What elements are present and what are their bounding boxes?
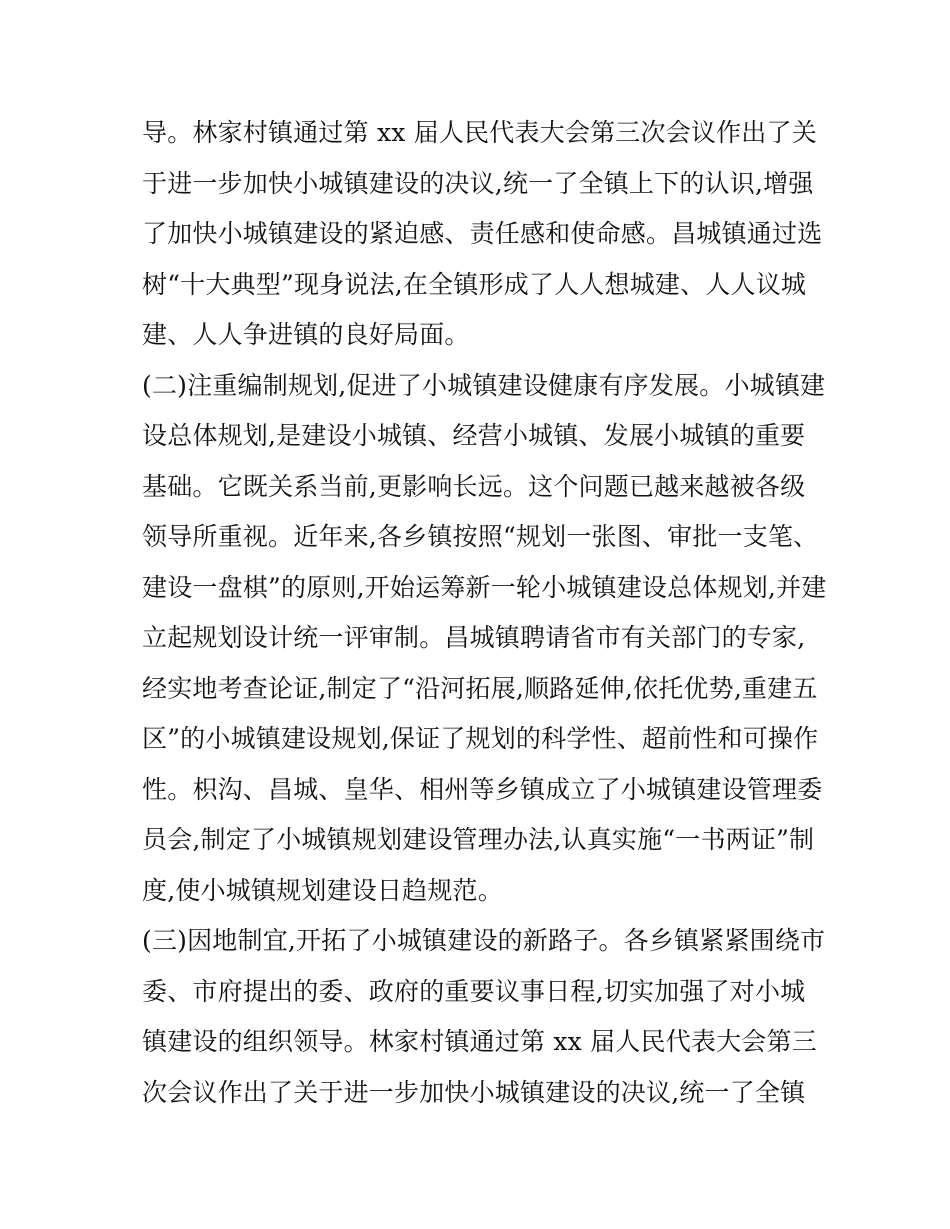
text-line: 于进一步加快小城镇建设的决议,统一了全镇上下的认识,增强 — [142, 168, 814, 198]
text-line: 度,使小城镇规划建设日趋规范。 — [142, 875, 503, 905]
text-line: 员会,制定了小城镇规划建设管理办法,认真实施“一书两证”制 — [142, 825, 815, 854]
section-heading-line: (二)注重编制规划,促进了小城镇建设健康有序发展。小城镇建 — [142, 370, 826, 400]
text-line: 建设一盘棋”的原则,开始运筹新一轮小城镇建设总体规划,并建 — [142, 572, 827, 602]
section-heading-line: (三)因地制宜,开拓了小城镇建设的新路子。各乡镇紧紧围绕市 — [142, 926, 826, 955]
text-line: 设总体规划,是建设小城镇、经营小城镇、发展小城镇的重要 — [142, 421, 806, 450]
text-line: 导。林家村镇通过第 xx 届人民代表大会第三次会议作出了关 — [142, 118, 817, 147]
text-line: 经实地考查论证,制定了“沿河拓展,顺路延伸,依托优势,重建五 — [142, 673, 818, 703]
text-line: 区”的小城镇建设规划,保证了规划的科学性、超前性和可操作 — [142, 724, 819, 753]
text-line: 建、人人争进镇的良好局面。 — [142, 320, 470, 349]
text-line: 性。枳沟、昌城、皇华、相州等乡镇成立了小城镇建设管理委 — [142, 774, 823, 804]
text-line: 次会议作出了关于进一步加快小城镇建设的决议,统一了全镇 — [142, 1077, 806, 1107]
text-line: 委、市府提出的委、政府的重要议事日程,切实加强了对小城 — [142, 976, 806, 1006]
text-line: 树“十大典型”现身说法,在全镇形成了人人想城建、人人议城 — [142, 269, 807, 299]
text-line: 领导所重视。近年来,各乡镇按照“规划一张图、审批一支笔、 — [142, 522, 819, 551]
text-line: 镇建设的组织领导。林家村镇通过第 xx 届人民代表大会第三 — [142, 1027, 817, 1056]
document-body-text — [142, 108, 827, 1118]
text-line: 立起规划设计统一评审制。昌城镇聘请省市有关部门的专家, — [142, 623, 806, 652]
text-line: 基础。它既关系当前,更影响长远。这个问题已越来越被各级 — [142, 471, 806, 501]
text-line: 了加快小城镇建设的紧迫感、责任感和使命感。昌城镇通过选 — [142, 219, 823, 248]
